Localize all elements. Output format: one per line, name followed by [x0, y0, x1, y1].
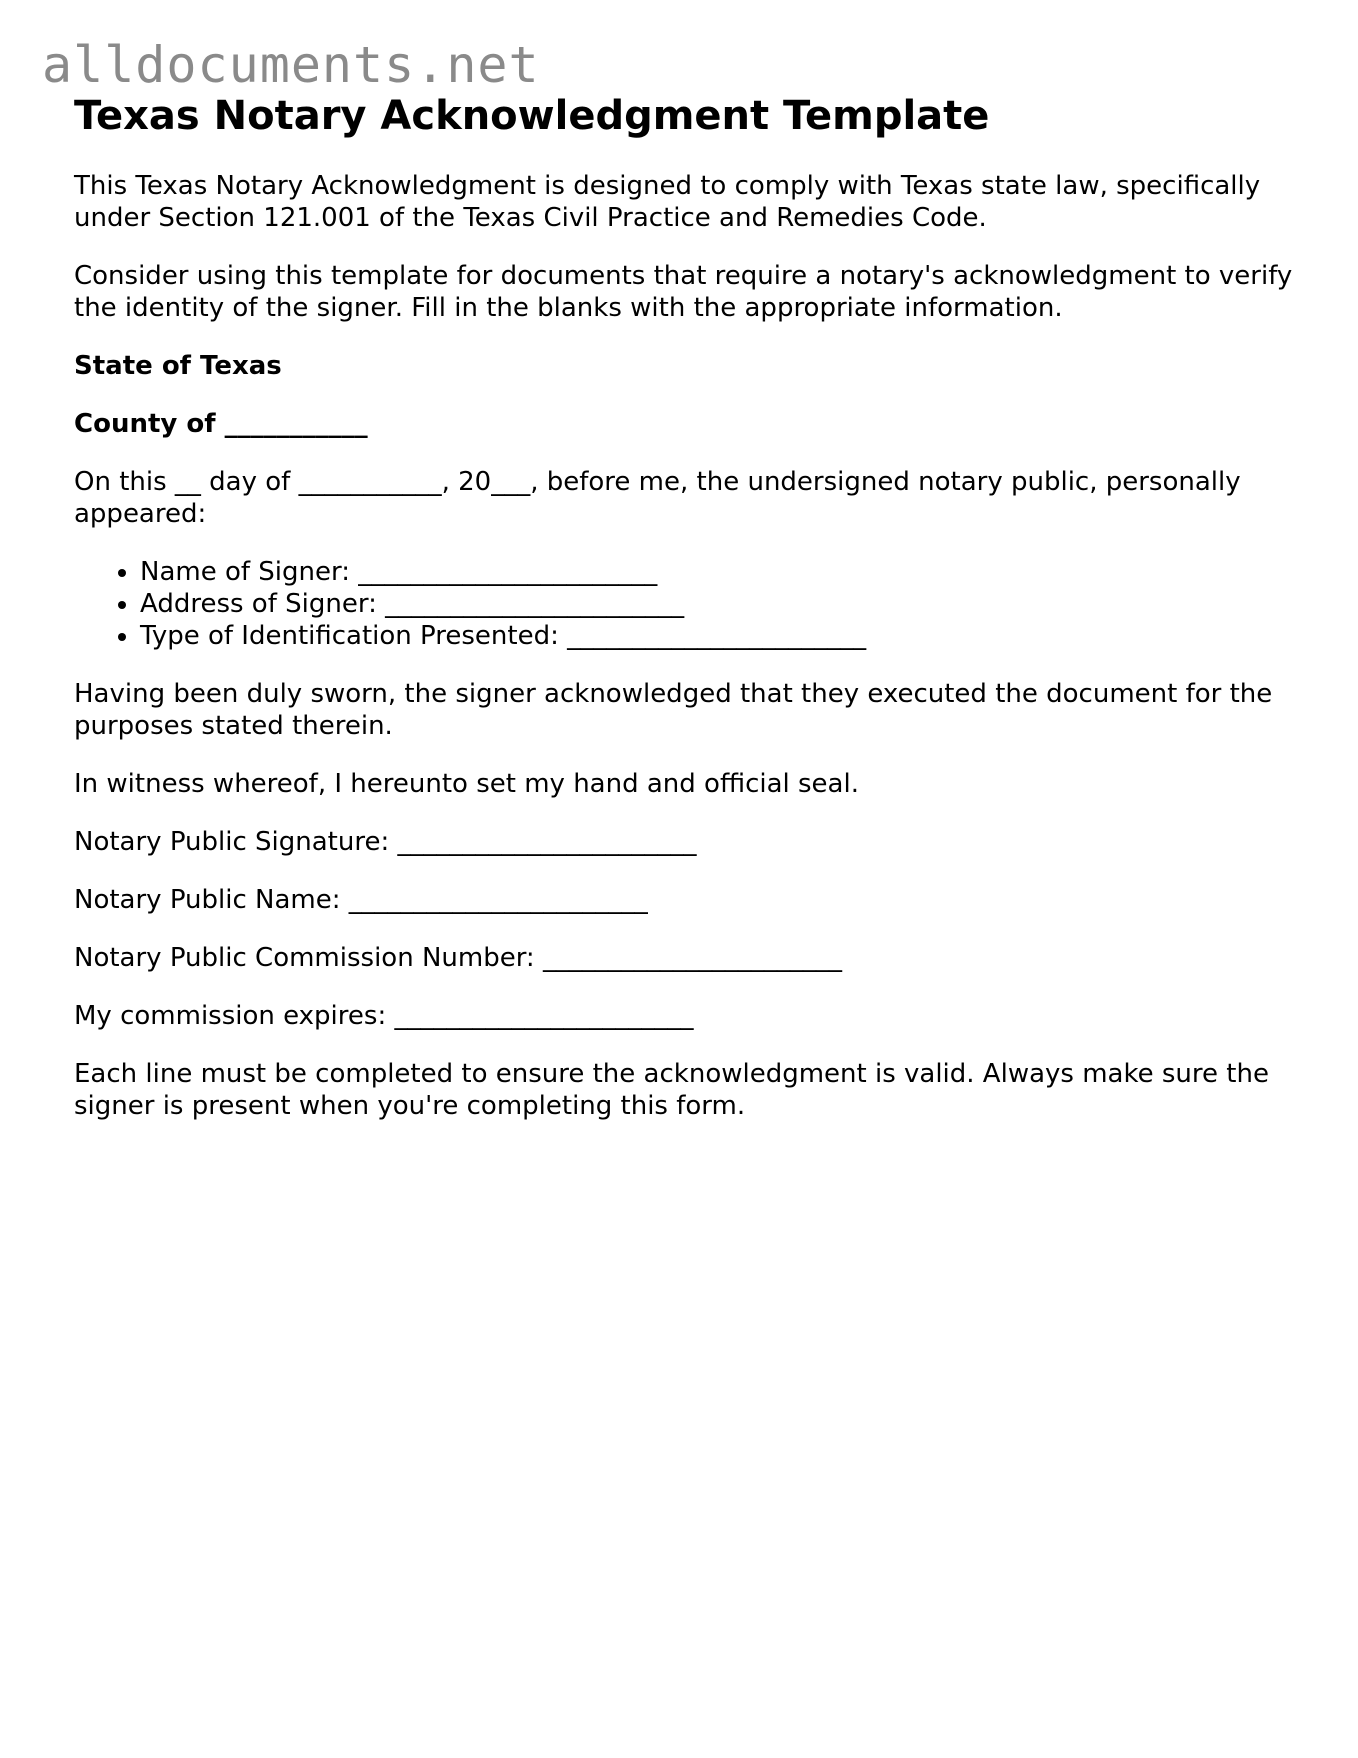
appearance-paragraph: On this __ day of ___________, 20___, before me, the undersigned notary public, personally appeared: [74, 467, 1241, 529]
state-heading: State of Texas [74, 351, 282, 381]
signer-address-field: • Address of Signer: _______________________ [140, 588, 1304, 620]
closing-paragraph: Each line must be completed to ensure the acknowledgment is valid. Always make sure the signer is present when you're completing this form. [74, 1059, 1269, 1121]
commission-expires-field: My commission expires: _______________________ [74, 1001, 694, 1031]
notary-name-field: Notary Public Name: _______________________ [74, 885, 648, 915]
sworn-paragraph: Having been duly sworn, the signer acknowledged that they executed the document for the purposes stated therein. [74, 679, 1273, 741]
document-page [74, 92, 1304, 1148]
identification-type-field: • Type of Identification Presented: _______________________ [140, 620, 1304, 652]
signer-name-field: • Name of Signer: _______________________ [140, 556, 1304, 588]
notary-commission-number-field: Notary Public Commission Number: _______________________ [74, 943, 842, 973]
notary-signature-field: Notary Public Signature: _______________________ [74, 827, 697, 857]
county-heading: County of ___________ [74, 409, 368, 439]
instructions-paragraph: Consider using this template for documents that require a notary's acknowledgment to verify the identity of the signer. Fill in the blanks with the appropriate information. [74, 261, 1293, 323]
signer-fields-list [74, 556, 1304, 652]
witness-paragraph: In witness whereof, I hereunto set my hand and official seal. [74, 769, 859, 799]
watermark: alldocuments.net [42, 36, 540, 94]
document-title: Texas Notary Acknowledgment Template [74, 93, 990, 139]
intro-paragraph: This Texas Notary Acknowledgment is designed to comply with Texas state law, specifically under Section 121.001 of the Texas Civil Practice and Remedies Code. [74, 171, 1261, 233]
